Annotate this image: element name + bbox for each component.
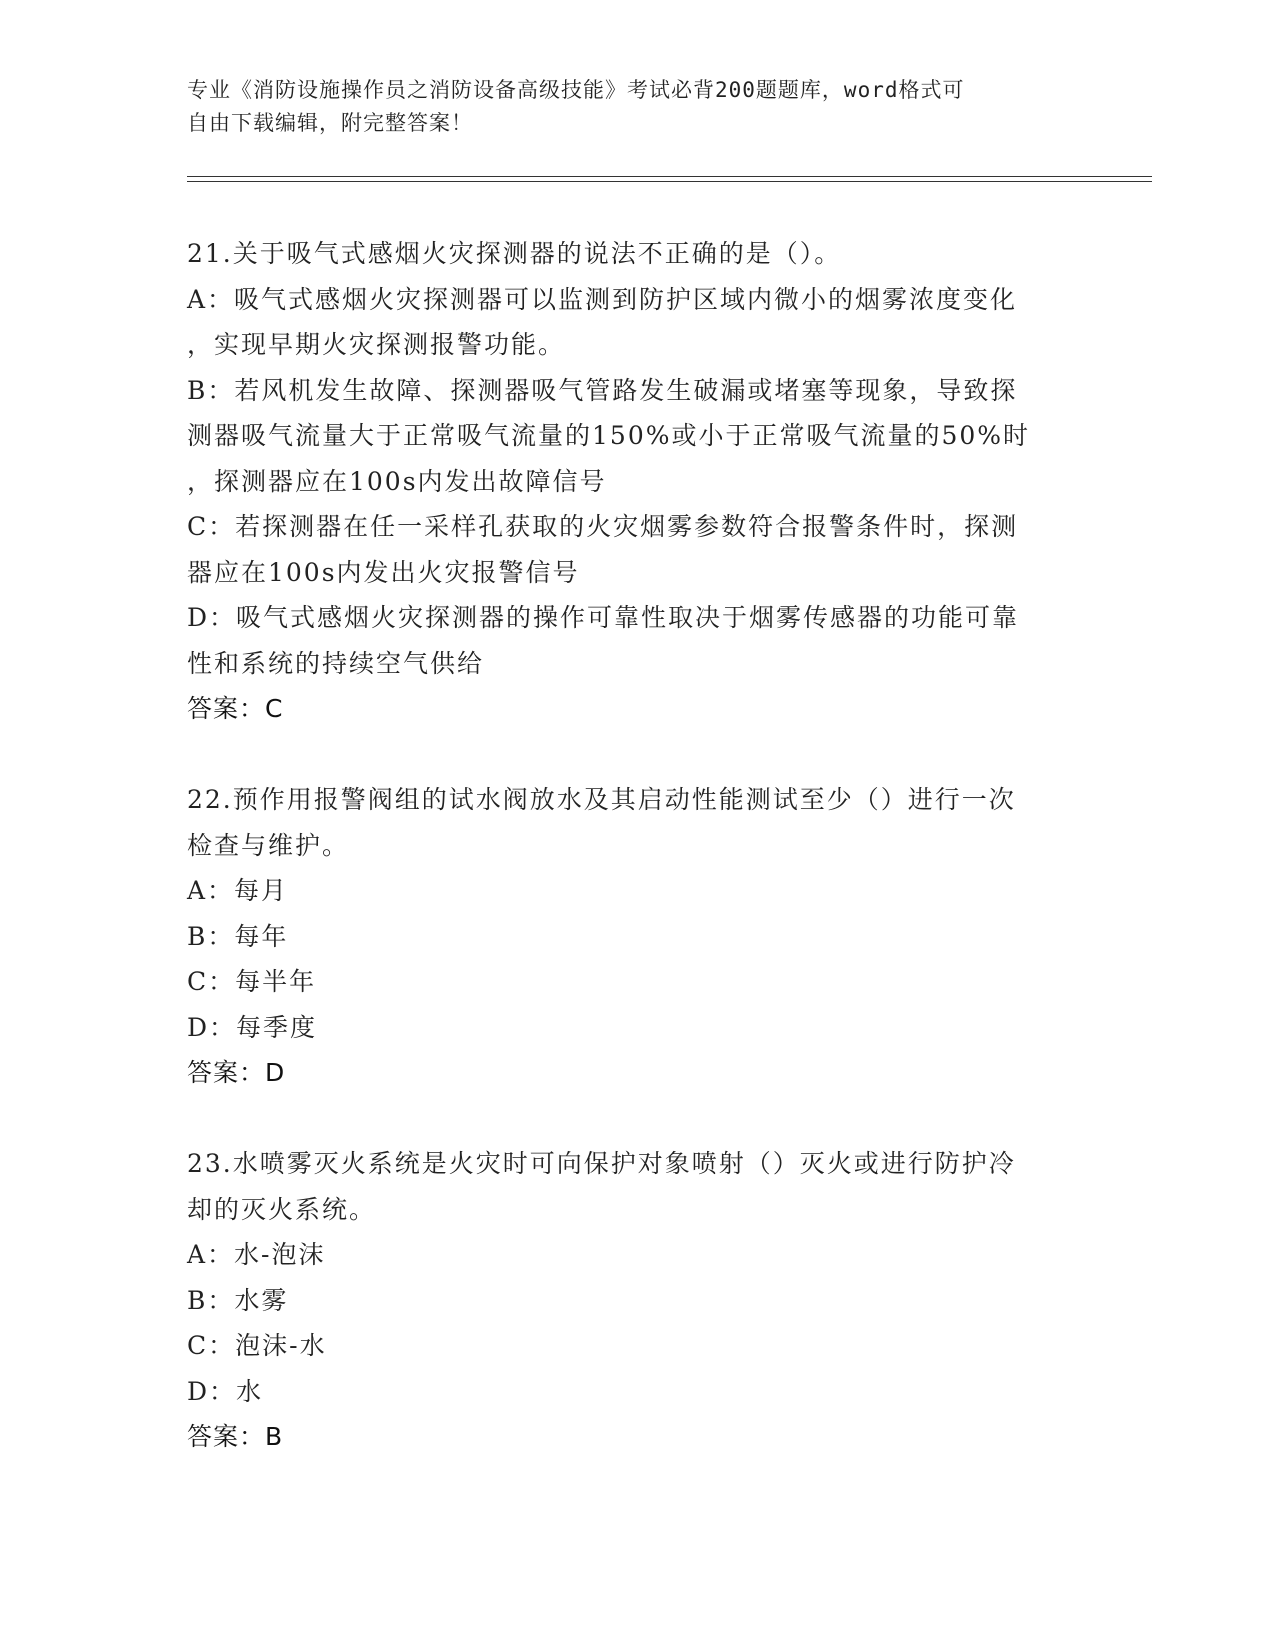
header-divider	[187, 176, 1152, 177]
question-stem: 21.关于吸气式感烟火灾探测器的说法不正确的是（）。	[187, 239, 842, 268]
option-c: C：每半年	[187, 967, 317, 996]
option-b: B：水雾	[187, 1285, 289, 1315]
option-b: B：若风机发生故障、探测器吸气管路发生破漏或堵塞等现象，导致探	[187, 375, 1018, 405]
question-21	[187, 231, 1077, 732]
question-23	[187, 1141, 1077, 1460]
option-b-cont: 测器吸气流量大于正常吸气流量的150%或小于正常吸气流量的50%时	[187, 421, 1031, 450]
option-a: A：水-泡沫	[187, 1240, 326, 1269]
answer-label: 答案：C	[187, 694, 284, 723]
question-stem: 22.预作用报警阀组的试水阀放水及其启动性能测试至少（）进行一次	[187, 785, 1016, 814]
option-a-cont: ，实现早期火灾探测报警功能。	[187, 330, 566, 359]
option-c: C：若探测器在任一采样孔获取的火灾烟雾参数符合报警条件时，探测	[187, 512, 1019, 541]
option-b-cont: ，探测器应在100s内发出故障信号	[187, 466, 607, 496]
option-a: A：每月	[187, 876, 289, 905]
answer-label: 答案：B	[187, 1422, 284, 1451]
option-b: B：每年	[187, 921, 289, 951]
question-stem-cont: 检查与维护。	[187, 830, 350, 860]
answer-label: 答案：D	[187, 1058, 286, 1087]
header-line: 自由下载编辑，附完整答案！	[187, 111, 473, 135]
option-d: D：水	[187, 1376, 264, 1406]
option-d: D：吸气式感烟火灾探测器的操作可靠性取决于烟雾传感器的功能可靠	[187, 603, 1020, 632]
option-d: D：每季度	[187, 1012, 318, 1042]
option-d-cont: 性和系统的持续空气供给	[187, 648, 485, 678]
question-stem-cont: 却的灭火系统。	[187, 1194, 377, 1224]
option-a: A：吸气式感烟火灾探测器可以监测到防护区域内微小的烟雾浓度变化	[187, 284, 1018, 314]
header-line: 专业《消防设施操作员之消防设备高级技能》考试必背200题题库，word格式可	[187, 78, 965, 102]
question-22	[187, 777, 1077, 1096]
header-divider	[187, 181, 1152, 182]
option-c: C：泡沫-水	[187, 1331, 327, 1360]
document-header	[187, 74, 1077, 140]
question-stem: 23.水喷雾灭火系统是火灾时可向保护对象喷射（）灭火或进行防护冷	[187, 1149, 1016, 1178]
option-c-cont: 器应在100s内发出火灾报警信号	[187, 557, 580, 587]
